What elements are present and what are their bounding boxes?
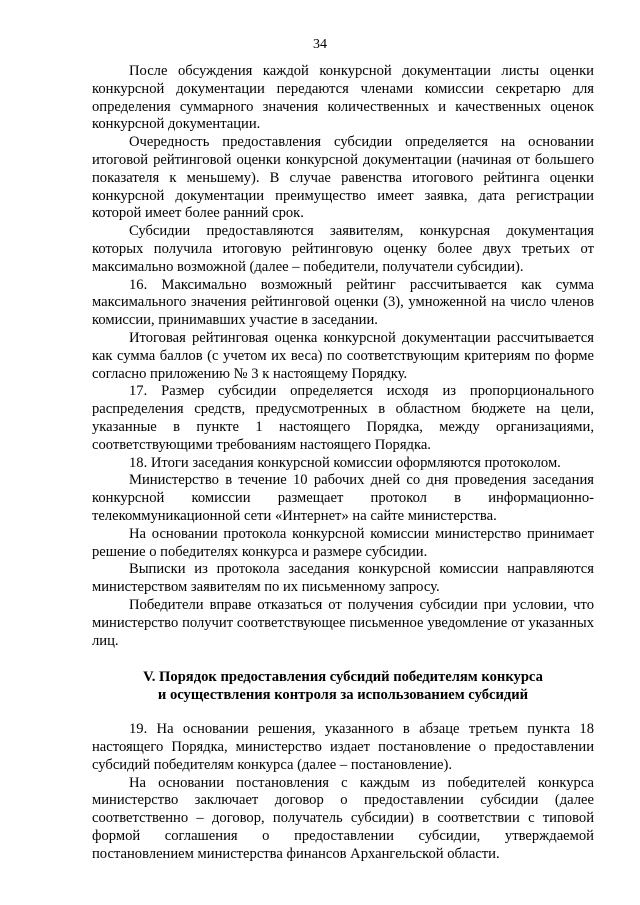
section-heading-line: и осуществления контроля за использованием субсидий (157, 687, 529, 704)
document-body (92, 63, 594, 864)
section-heading (92, 650, 594, 721)
paragraph: 18. Итоги заседания конкурсной комиссии оформляются протоколом. (129, 454, 561, 471)
paragraph: После обсуждения каждой конкурсной документации листы оценки конкурсной документации передаются членами комиссии секретарю для определения суммарного значения количественных и качественных оценок конкурсной документации. (92, 63, 594, 133)
paragraph: 16. Максимально возможный рейтинг рассчитывается как сумма максимального значения рейтинговой оценки (3), умноженной на число членов комиссии, принимавших участие в заседании. (92, 276, 594, 329)
page-number: 34 (313, 37, 327, 52)
paragraph: Очередность предоставления субсидии определяется на основании итоговой рейтинговой оценки конкурсной документации (начиная от большего показателя к меньшему). В случае равенства итогового рейтинга оценки конкурсной документации преимущество имеет заявка, дата регистрации которой имеет более ранний срок. (92, 134, 594, 222)
paragraph: На основании постановления с каждым из победителей конкурса министерство заключает договор о предоставлении субсидии (далее соответственно – договор, получатель субсидии) в соответствии с типовой формой соглашения о предоставлении субсидии, утверждаемой постановлением министерства финансов Архангельской области. (92, 774, 594, 862)
paragraph: На основании протокола конкурсной комиссии министерство принимает решение о победителях конкурса и размере субсидии. (92, 525, 594, 560)
section-heading-line: V. Порядок предоставления субсидий победителям конкурса (143, 669, 543, 686)
paragraph: Победители вправе отказаться от получения субсидии при условии, что министерство получит соответствующее письменное уведомление от указанных лиц. (92, 596, 594, 649)
paragraph: Выписки из протокола заседания конкурсной комиссии направляются министерством заявителям по их письменному запросу. (92, 561, 594, 596)
paragraph: 19. На основании решения, указанного в абзаце третьем пункта 18 настоящего Порядка, министерство издает постановление о предоставлении субсидий победителям конкурса (далее – постановление). (92, 721, 594, 773)
paragraph: Министерство в течение 10 рабочих дней со дня проведения заседания конкурсной комиссии размещает протокол в информационно-телекоммуникационной сети «Интернет» на сайте министерства. (92, 472, 594, 524)
paragraph: Субсидии предоставляются заявителям, конкурсная документация которых получила итоговую рейтинговую оценку более двух третьих от максимально возможной (далее – победители, получатели субсидии). (92, 223, 594, 275)
paragraph: 17. Размер субсидии определяется исходя из пропорционального распределения средств, предусмотренных в областном бюджете на цели, указанные в пункте 1 настоящего Порядка, между организациями, соответствующими требованиям настоящего Порядка. (92, 383, 594, 453)
paragraph: Итоговая рейтинговая оценка конкурсной документации рассчитывается как сумма баллов (с учетом их веса) по соответствующим критериям по форме согласно приложению № 3 к настоящему Порядку. (92, 329, 594, 382)
